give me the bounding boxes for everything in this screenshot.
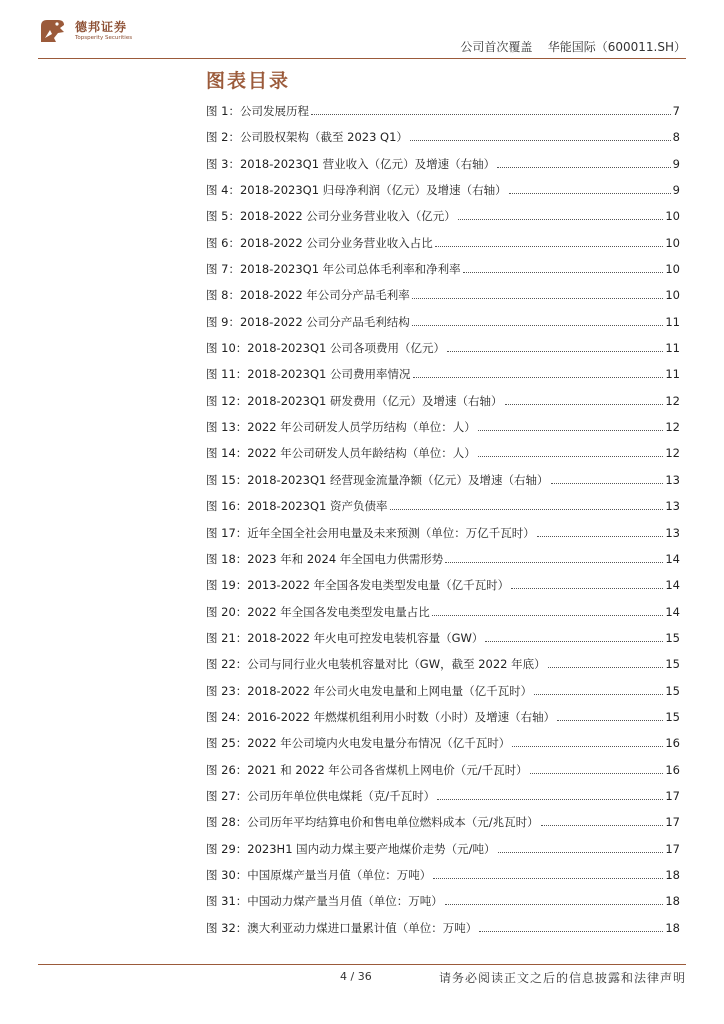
toc-entry[interactable]: [206, 366, 680, 392]
toc-entry[interactable]: [206, 156, 680, 182]
toc-entry-page: 8: [672, 130, 680, 145]
toc-entry[interactable]: [206, 419, 680, 445]
toc-entry[interactable]: [206, 893, 680, 919]
toc-entry[interactable]: [206, 340, 680, 366]
toc-entry-page: 17: [665, 841, 680, 856]
toc-entry[interactable]: [206, 630, 680, 656]
toc-entry[interactable]: [206, 103, 680, 129]
toc-leader-dots: [509, 193, 671, 194]
toc-entry-label: 图 30：中国原煤产量当月值（单位：万吨）: [206, 867, 432, 882]
toc-leader-dots: [548, 667, 664, 668]
toc-entry[interactable]: [206, 762, 680, 788]
footer-divider: [38, 964, 686, 965]
toc-entry-label: 图 2：公司股权架构（截至 2023 Q1）: [206, 130, 408, 145]
toc-entry-label: 图 16：2018-2023Q1 资产负债率: [206, 499, 388, 514]
toc-entry-label: 图 22：公司与同行业火电装机容量对比（GW，截至 2022 年底）: [206, 657, 546, 672]
toc-entry-label: 图 8：2018-2022 年公司分产品毛利率: [206, 288, 410, 303]
toc-entry-page: 16: [665, 736, 680, 751]
toc-leader-dots: [505, 404, 664, 405]
toc-leader-dots: [410, 140, 671, 141]
toc-entry[interactable]: [206, 235, 680, 261]
toc-leader-dots: [432, 615, 664, 616]
toc-entry[interactable]: [206, 182, 680, 208]
toc-leader-dots: [445, 562, 663, 563]
toc-entry-label: 图 7：2018-2023Q1 年公司总体毛利率和净利率: [206, 262, 461, 277]
toc-leader-dots: [412, 325, 664, 326]
toc-entry[interactable]: [206, 867, 680, 893]
toc-entry-page: 13: [665, 499, 680, 514]
toc-leader-dots: [511, 588, 663, 589]
toc-leader-dots: [541, 825, 664, 826]
toc-leader-dots: [433, 878, 663, 879]
toc-entry-page: 18: [665, 920, 680, 935]
toc-entry-label: 图 6：2018-2022 公司分业务营业收入占比: [206, 235, 433, 250]
toc-entry-label: 图 29：2023H1 国内动力煤主要产地煤价走势（元/吨）: [206, 841, 496, 856]
toc-entry-label: 图 23：2018-2022 年公司火电发电量和上网电量（亿千瓦时）: [206, 683, 533, 698]
toc-leader-dots: [447, 351, 663, 352]
toc-entry-label: 图 24：2016-2022 年燃煤机组利用小时数（小时）及增速（右轴）: [206, 709, 556, 724]
logo-text-cn: 德邦证券: [75, 20, 128, 34]
toc-entry-label: 图 15：2018-2023Q1 经营现金流量净额（亿元）及增速（右轴）: [206, 472, 549, 487]
toc-entry-page: 15: [665, 657, 680, 672]
toc-entry[interactable]: [206, 551, 680, 577]
toc-entry-page: 12: [665, 446, 680, 461]
toc-entry-label: 图 27：公司历年单位供电煤耗（克/千瓦时）: [206, 788, 436, 803]
toc-entry-page: 18: [665, 894, 680, 909]
toc-entry-page: 17: [665, 815, 680, 830]
toc-entry[interactable]: [206, 788, 680, 814]
toc-entry-label: 图 25：2022 年公司境内火电发电量分布情况（亿千瓦时）: [206, 736, 511, 751]
toc-entry-page: 9: [672, 183, 680, 198]
toc-entry-page: 7: [672, 104, 680, 118]
toc-entry-page: 10: [665, 262, 680, 277]
toc-entry-page: 12: [665, 420, 680, 435]
toc-entry-page: 11: [665, 367, 680, 382]
toc-entry-page: 14: [665, 578, 680, 593]
toc-leader-dots: [497, 167, 670, 168]
toc-entry-label: 图 4：2018-2023Q1 归母净利润（亿元）及增速（右轴）: [206, 183, 507, 198]
toc-leader-dots: [435, 246, 664, 247]
toc-leader-dots: [413, 377, 664, 378]
toc-leader-dots: [478, 430, 664, 431]
toc-title: 图表目录: [206, 70, 291, 92]
toc-entry[interactable]: [206, 208, 680, 234]
page-number: 4 / 36: [340, 970, 372, 983]
toc-entry[interactable]: [206, 709, 680, 735]
toc-entry-label: 图 19：2013-2022 年全国各发电类型发电量（亿千瓦时）: [206, 578, 510, 593]
toc-entry-page: 17: [665, 788, 680, 803]
toc-list: [206, 103, 680, 946]
toc-entry-label: 图 13：2022 年公司研发人员学历结构（单位：人）: [206, 420, 476, 435]
legal-disclaimer: 请务必阅读正文之后的信息披露和法律声明: [438, 971, 686, 985]
toc-entry[interactable]: [206, 472, 680, 498]
toc-entry[interactable]: [206, 314, 680, 340]
toc-entry-label: 图 10：2018-2023Q1 公司各项费用（亿元）: [206, 341, 445, 356]
toc-entry-page: 10: [665, 235, 680, 250]
logo-text-en: Topsperity Securities: [75, 35, 133, 41]
toc-entry-label: 图 26：2021 和 2022 年公司各省煤机上网电价（元/千瓦时）: [206, 762, 528, 777]
toc-entry[interactable]: [206, 656, 680, 682]
toc-entry[interactable]: [206, 735, 680, 761]
toc-entry-label: 图 21：2018-2022 年火电可控发电装机容量（GW）: [206, 630, 484, 645]
toc-entry-page: 15: [665, 709, 680, 724]
toc-leader-dots: [530, 773, 664, 774]
toc-entry[interactable]: [206, 261, 680, 287]
toc-leader-dots: [479, 931, 663, 932]
toc-leader-dots: [458, 219, 664, 220]
toc-entry-label: 图 28：公司历年平均结算电价和售电单位燃料成本（元/兆瓦时）: [206, 815, 539, 830]
page-header: [38, 14, 686, 62]
toc-entry-page: 9: [672, 156, 680, 171]
toc-entry-label: 图 17：近年全国全社会用电量及未来预测（单位：万亿千瓦时）: [206, 525, 535, 540]
toc-leader-dots: [437, 799, 663, 800]
toc-entry-label: 图 14：2022 年公司研发人员年龄结构（单位：人）: [206, 446, 476, 461]
toc-entry-page: 10: [665, 209, 680, 224]
toc-entry-page: 16: [665, 762, 680, 777]
toc-entry-label: 图 18：2023 年和 2024 年全国电力供需形势: [206, 551, 444, 566]
toc-entry-page: 14: [665, 551, 680, 566]
toc-entry-label: 图 32：澳大利亚动力煤进口量累计值（单位：万吨）: [206, 920, 478, 935]
toc-leader-dots: [463, 272, 664, 273]
toc-entry[interactable]: [206, 814, 680, 840]
toc-entry-label: 图 1：公司发展历程: [206, 104, 309, 118]
company-name: 华能国际（600011.SH）: [547, 40, 686, 54]
toc-leader-dots: [485, 641, 663, 642]
toc-entry-page: 18: [665, 867, 680, 882]
toc-entry-page: 13: [665, 472, 680, 487]
toc-leader-dots: [390, 509, 664, 510]
toc-entry[interactable]: [206, 287, 680, 313]
toc-entry-page: 11: [665, 314, 680, 329]
toc-entry-page: 13: [665, 525, 680, 540]
toc-leader-dots: [534, 694, 663, 695]
toc-entry-page: 12: [665, 393, 680, 408]
toc-leader-dots: [445, 904, 664, 905]
toc-entry[interactable]: [206, 129, 680, 155]
toc-entry-label: 图 3：2018-2023Q1 营业收入（亿元）及增速（右轴）: [206, 156, 496, 171]
toc-leader-dots: [412, 298, 664, 299]
toc-entry[interactable]: [206, 445, 680, 471]
toc-entry-label: 图 31：中国动力煤产量当月值（单位：万吨）: [206, 894, 443, 909]
toc-entry-label: 图 11：2018-2023Q1 公司费用率情况: [206, 367, 411, 382]
toc-entry[interactable]: [206, 683, 680, 709]
toc-leader-dots: [311, 114, 671, 115]
toc-leader-dots: [551, 483, 664, 484]
company-logo: [38, 14, 178, 50]
toc-leader-dots: [557, 720, 663, 721]
toc-entry[interactable]: [206, 577, 680, 603]
toc-entry[interactable]: [206, 841, 680, 867]
toc-entry-page: 10: [665, 288, 680, 303]
toc-entry-page: 15: [665, 630, 680, 645]
toc-leader-dots: [478, 456, 664, 457]
toc-entry[interactable]: [206, 393, 680, 419]
toc-entry-page: 14: [665, 604, 680, 619]
toc-entry[interactable]: [206, 920, 680, 946]
toc-entry-label: 图 5：2018-2022 公司分业务营业收入（亿元）: [206, 209, 456, 224]
toc-entry-page: 15: [665, 683, 680, 698]
header-divider: [38, 58, 686, 59]
toc-entry-label: 图 12：2018-2023Q1 研发费用（亿元）及增速（右轴）: [206, 393, 503, 408]
toc-leader-dots: [512, 746, 663, 747]
toc-entry-label: 图 20：2022 年全国各发电类型发电量占比: [206, 604, 430, 619]
dragon-logo-icon: [38, 16, 68, 46]
toc-entry[interactable]: [206, 525, 680, 551]
report-type-label: 公司首次覆盖: [460, 40, 533, 54]
toc-entry[interactable]: [206, 498, 680, 524]
toc-entry-page: 11: [665, 341, 680, 356]
report-header-info: [460, 38, 686, 55]
toc-entry[interactable]: [206, 604, 680, 630]
toc-leader-dots: [498, 852, 664, 853]
toc-entry-label: 图 9：2018-2022 公司分产品毛利结构: [206, 314, 410, 329]
toc-leader-dots: [537, 536, 664, 537]
